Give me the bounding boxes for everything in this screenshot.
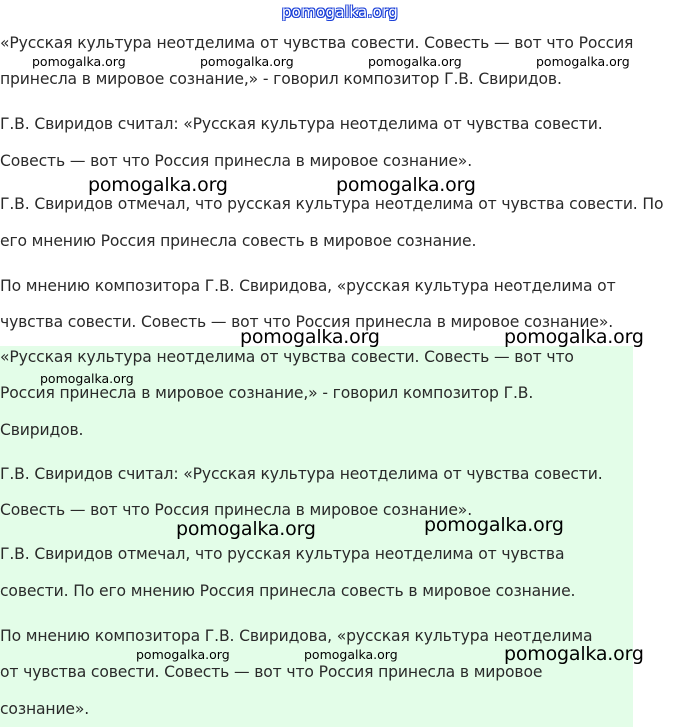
watermark: pomogalka.org	[536, 54, 630, 69]
text-line: совести. По его мнению Россия принесла совесть в мировое сознание.	[0, 582, 576, 600]
watermark: pomogalka.org	[336, 174, 476, 196]
text-line: По мнению композитора Г.В. Свиридова, «русская культура неотделима	[0, 627, 593, 645]
watermark: pomogalka.org	[136, 647, 230, 662]
text-line: Г.В. Свиридов отмечал, что русская культура неотделима от чувства	[0, 545, 565, 563]
text-line: По мнению композитора Г.В. Свиридова, «русская культура неотделима от	[0, 277, 616, 295]
watermark: pomogalka.org	[504, 643, 644, 665]
text-line: сознание».	[0, 700, 90, 718]
text-line: «Русская культура неотделима от чувства совести. Совесть — вот что Россия	[0, 34, 634, 52]
watermark: pomogalka.org	[32, 54, 126, 69]
text-line: Г.В. Свиридов считал: «Русская культура неотделима от чувства совести.	[0, 465, 603, 483]
site-logo[interactable]: pomogalka.org	[281, 3, 399, 21]
text-line: «Русская культура неотделима от чувства совести. Совесть — вот что	[0, 348, 574, 366]
text-line: Совесть — вот что Россия принесла в мировое сознание».	[0, 501, 473, 519]
text-line: Свиридов.	[0, 421, 84, 439]
text-line: Г.В. Свиридов отмечал, что русская культура неотделима от чувства совести. По	[0, 195, 664, 213]
watermark: pomogalka.org	[88, 174, 228, 196]
text-line: его мнению Россия принесла совесть в мировое сознание.	[0, 232, 477, 250]
text-line: от чувства совести. Совесть — вот что Россия принесла в мировое	[0, 663, 543, 681]
watermark: pomogalka.org	[424, 514, 564, 536]
watermark: pomogalka.org	[368, 54, 462, 69]
text-line: Россия принесла в мировое сознание,» - говорил композитор Г.В.	[0, 384, 534, 402]
watermark: pomogalka.org	[176, 518, 316, 540]
watermark: pomogalka.org	[200, 54, 294, 69]
text-line: чувства совести. Совесть — вот что Россия принесла в мировое сознание».	[0, 313, 614, 331]
watermark: pomogalka.org	[40, 371, 134, 386]
watermark: pomogalka.org	[304, 647, 398, 662]
text-line: принесла в мировое сознание,» - говорил композитор Г.В. Свиридов.	[0, 70, 562, 88]
watermark: pomogalka.org	[240, 326, 380, 348]
text-line: Совесть — вот что Россия принесла в мировое сознание».	[0, 152, 473, 170]
text-line: Г.В. Свиридов считал: «Русская культура неотделима от чувства совести.	[0, 115, 603, 133]
watermark: pomogalka.org	[504, 326, 644, 348]
